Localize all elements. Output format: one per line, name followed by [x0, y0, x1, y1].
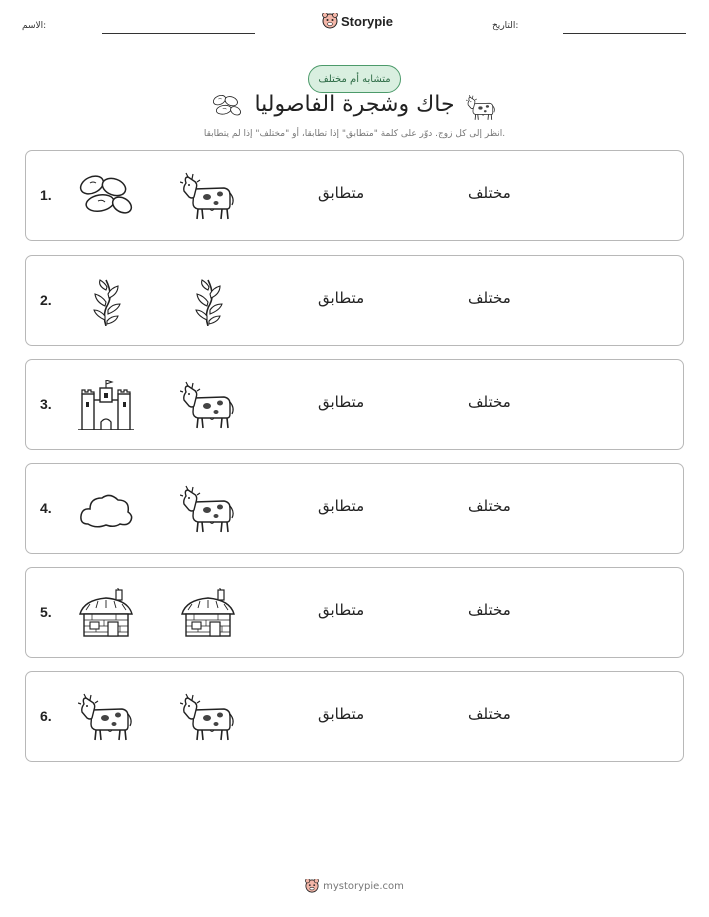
question-row [25, 150, 684, 241]
name-line[interactable] [102, 33, 255, 34]
question-row [25, 359, 684, 450]
brand-logo [322, 13, 393, 29]
cow-icon [180, 484, 236, 534]
cow-icon [466, 94, 496, 121]
date-label: التاريخ: [492, 21, 519, 31]
beanstalk-icon [180, 276, 236, 326]
match-option[interactable]: متطابق [318, 184, 365, 202]
name-label: الاسم: [22, 21, 47, 31]
question-row [25, 255, 684, 346]
mascot-icon [305, 879, 319, 893]
different-option[interactable]: مختلف [468, 289, 511, 307]
footer [0, 879, 709, 893]
question-number: 4. [40, 500, 52, 516]
title-row [0, 92, 709, 124]
beanstalk-icon [78, 276, 134, 326]
different-option[interactable]: مختلف [468, 184, 511, 202]
mascot-icon [322, 13, 338, 29]
page-title: جاك وشجرة الفاصوليا [254, 92, 455, 117]
different-option[interactable]: مختلف [468, 393, 511, 411]
cloud-icon [78, 484, 134, 534]
cow-icon [78, 692, 134, 742]
different-option[interactable]: مختلف [468, 601, 511, 619]
different-option[interactable]: مختلف [468, 497, 511, 515]
footer-url[interactable]: mystorypie.com [323, 880, 404, 892]
cottage-icon [78, 588, 134, 638]
cow-icon [180, 171, 236, 221]
match-option[interactable]: متطابق [318, 705, 365, 723]
question-number: 5. [40, 604, 52, 620]
match-option[interactable]: متطابق [318, 497, 365, 515]
question-row [25, 463, 684, 554]
match-option[interactable]: متطابق [318, 289, 365, 307]
brand-name: Storypie [341, 13, 394, 29]
castle-icon [78, 380, 134, 430]
question-number: 6. [40, 708, 52, 724]
cow-icon [180, 380, 236, 430]
beans-icon [78, 171, 134, 221]
match-option[interactable]: متطابق [318, 393, 365, 411]
instructions: انظر إلى كل زوج. دوّر على كلمة "متطابق" إذا تطابقا، أو "مختلف" إذا لم يتطابقا. [203, 129, 506, 139]
activity-badge: متشابه أم مختلف [308, 65, 401, 93]
cow-icon [180, 692, 236, 742]
different-option[interactable]: مختلف [468, 705, 511, 723]
cottage-icon [180, 588, 236, 638]
question-row [25, 671, 684, 762]
question-number: 3. [40, 396, 52, 412]
match-option[interactable]: متطابق [318, 601, 365, 619]
question-row [25, 567, 684, 658]
question-number: 2. [40, 292, 52, 308]
date-line[interactable] [563, 33, 686, 34]
question-number: 1. [40, 187, 52, 203]
